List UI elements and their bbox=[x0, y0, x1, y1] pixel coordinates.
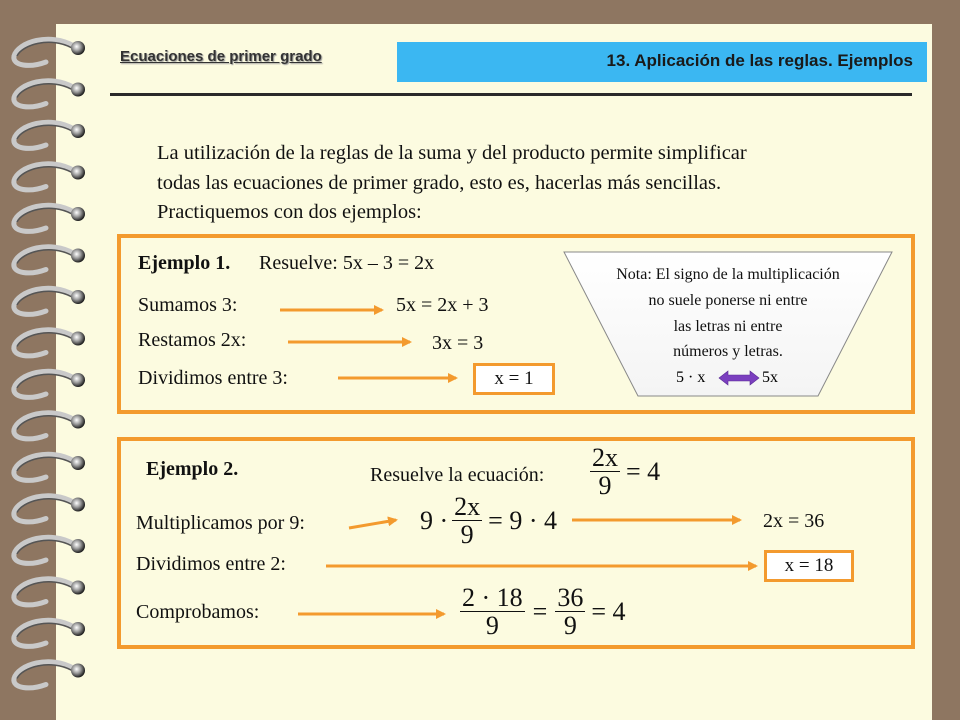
check-equation bbox=[460, 584, 626, 640]
multiply-denominator: 9 bbox=[460, 520, 474, 550]
note-line-2: no suele ponerse ni entre bbox=[648, 292, 808, 309]
check-equals-1: = bbox=[532, 596, 548, 626]
multiply-prefix: 9 · bbox=[420, 505, 449, 535]
intro-line-2: todas las ecuaciones de primer grado, esto es, hacerlas más sencillas. bbox=[157, 172, 722, 194]
example-1-prompt: Resuelve: 5x – 3 = 2x bbox=[259, 252, 435, 274]
intro-line-3: Practiquemos con dos ejemplos: bbox=[157, 201, 422, 223]
equation-numerator: 2x bbox=[592, 443, 618, 472]
check-rhs: = 4 bbox=[591, 596, 626, 626]
note-line-1: Nota: El signo de la multiplicación bbox=[616, 266, 840, 283]
topic-title: Ecuaciones de primer grado bbox=[120, 48, 322, 65]
check-label: Comprobamos: bbox=[136, 601, 260, 623]
intro-line-1: La utilización de la reglas de la suma y del producto permite simplificar bbox=[157, 142, 747, 164]
check-numerator-1: 2 · 18 bbox=[462, 583, 523, 612]
example-2-answer: x = 18 bbox=[764, 550, 854, 582]
double-arrow-icon bbox=[718, 370, 760, 386]
check-denominator-1: 9 bbox=[485, 611, 499, 641]
multiply-equation bbox=[420, 493, 557, 549]
example-2-equation bbox=[590, 444, 660, 500]
example-1-title: Ejemplo 1. bbox=[138, 252, 231, 274]
multiply-label: Multiplicamos por 9: bbox=[136, 512, 305, 534]
example-2-prompt: Resuelve la ecuación: bbox=[370, 464, 545, 486]
note-line-3: las letras ni entre bbox=[673, 318, 783, 335]
note-example-left: 5 · x bbox=[676, 369, 706, 386]
multiply-result: 2x = 36 bbox=[763, 510, 825, 532]
divide-label: Dividimos entre 2: bbox=[136, 553, 286, 575]
multiply-rhs: = 9 · 4 bbox=[488, 505, 557, 535]
check-denominator-2: 9 bbox=[563, 611, 577, 641]
note-line-4: números y letras. bbox=[673, 343, 783, 360]
check-numerator-2: 36 bbox=[557, 583, 584, 612]
step-1-label: Sumamos 3: bbox=[138, 294, 238, 316]
multiply-numerator: 2x bbox=[454, 492, 481, 521]
section-title: 13. Aplicación de las reglas. Ejemplos bbox=[606, 51, 913, 70]
example-1-answer: x = 1 bbox=[473, 363, 555, 395]
note-example-right: 5x bbox=[762, 369, 778, 386]
step-3-label: Dividimos entre 3: bbox=[138, 367, 288, 389]
equation-rhs: = 4 bbox=[626, 456, 661, 486]
example-2-title: Ejemplo 2. bbox=[146, 458, 239, 480]
step-1-result: 5x = 2x + 3 bbox=[396, 294, 489, 316]
step-2-label: Restamos 2x: bbox=[138, 329, 247, 351]
step-2-result: 3x = 3 bbox=[432, 332, 484, 354]
equation-denominator: 9 bbox=[598, 471, 612, 501]
